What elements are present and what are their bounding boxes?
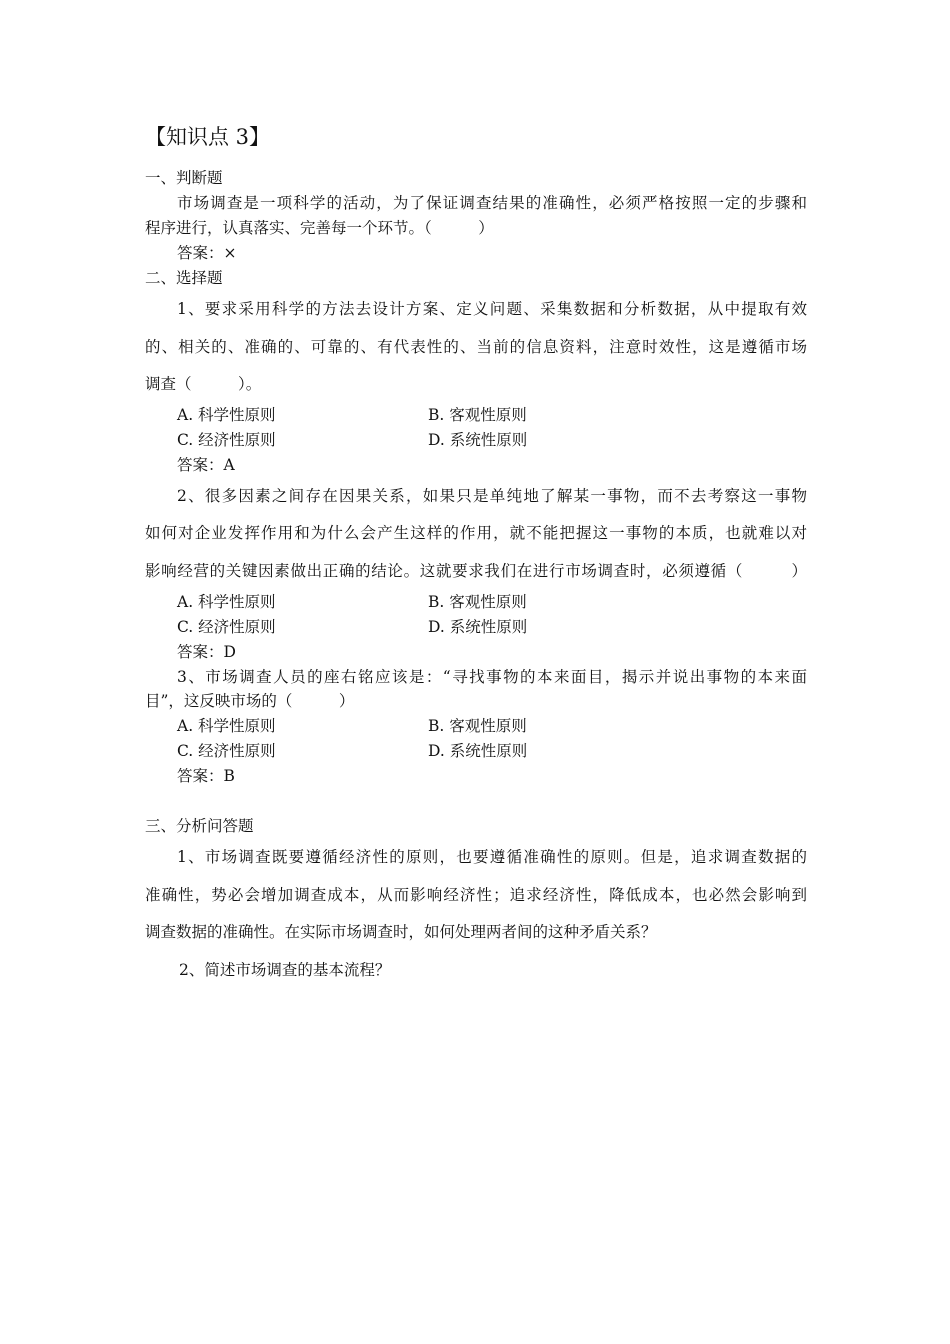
analysis-q1-line2: 准确性，势必会增加调查成本，从而影响经济性；追求经济性，降低成本，也必然会影响到 — [145, 886, 807, 904]
choice-q2-line2: 如何对企业发挥作用和为什么会产生这样的作用，就不能把握这一事物的本质，也就难以对 — [145, 524, 807, 542]
choice-q3-line1: 3、市场调查人员的座右铭应该是：“寻找事物的本来面目，揭示并说出事物的本来面 — [177, 668, 807, 686]
choice-q2-option-a: A. 科学性原则 — [177, 593, 276, 611]
choice-q3-line2: 目”，这反映市场的（ ） — [145, 692, 355, 710]
section-heading-analysis: 三、分析问答题 — [145, 817, 254, 835]
choice-q3-option-b: B. 客观性原则 — [428, 717, 527, 735]
choice-q1-option-d: D. 系统性原则 — [428, 431, 528, 449]
choice-q2-answer: 答案：D — [177, 643, 236, 661]
judge-q1-line2: 程序进行，认真落实、完善每一个环节。（ ） — [145, 219, 494, 237]
choice-q1-line1: 1、要求采用科学的方法去设计方案、定义问题、采集数据和分析数据，从中提取有效 — [177, 300, 807, 318]
page-title: 【知识点 3】 — [145, 125, 271, 149]
choice-q1-option-c: C. 经济性原则 — [177, 431, 276, 449]
choice-q1-line2: 的、相关的、准确的、可靠的、有代表性的、当前的信息资料，注意时效性，这是遵循市场 — [145, 338, 807, 356]
choice-q2-option-c: C. 经济性原则 — [177, 618, 276, 636]
choice-q1-option-a: A. 科学性原则 — [177, 406, 276, 424]
choice-q2-line3: 影响经营的关键因素做出正确的结论。这就要求我们在进行市场调查时，必须遵循（ ） — [145, 562, 807, 580]
judge-q1-line1: 市场调查是一项科学的活动，为了保证调查结果的准确性，必须严格按照一定的步骤和 — [177, 194, 807, 212]
choice-q3-option-a: A. 科学性原则 — [177, 717, 276, 735]
analysis-q1-line3: 调查数据的准确性。在实际市场调查时，如何处理两者间的这种矛盾关系？ — [145, 923, 657, 941]
analysis-q2-line1: 2、简述市场调查的基本流程？ — [179, 961, 391, 979]
choice-q1-option-b: B. 客观性原则 — [428, 406, 527, 424]
section-heading-choice: 二、选择题 — [145, 269, 223, 287]
choice-q2-line1: 2、很多因素之间存在因果关系，如果只是单纯地了解某一事物，而不去考察这一事物 — [177, 487, 807, 505]
choice-q1-line3: 调查（ ）。 — [145, 375, 262, 393]
judge-q1-answer: 答案：× — [177, 244, 237, 262]
choice-q2-option-d: D. 系统性原则 — [428, 618, 528, 636]
choice-q3-answer: 答案：B — [177, 767, 235, 785]
analysis-q1-line1: 1、市场调查既要遵循经济性的原则，也要遵循准确性的原则。但是，追求调查数据的 — [177, 848, 807, 866]
choice-q2-option-b: B. 客观性原则 — [428, 593, 527, 611]
choice-q3-option-c: C. 经济性原则 — [177, 742, 276, 760]
section-heading-judge: 一、判断题 — [145, 169, 223, 187]
choice-q1-answer: 答案：A — [177, 456, 235, 474]
choice-q3-option-d: D. 系统性原则 — [428, 742, 528, 760]
